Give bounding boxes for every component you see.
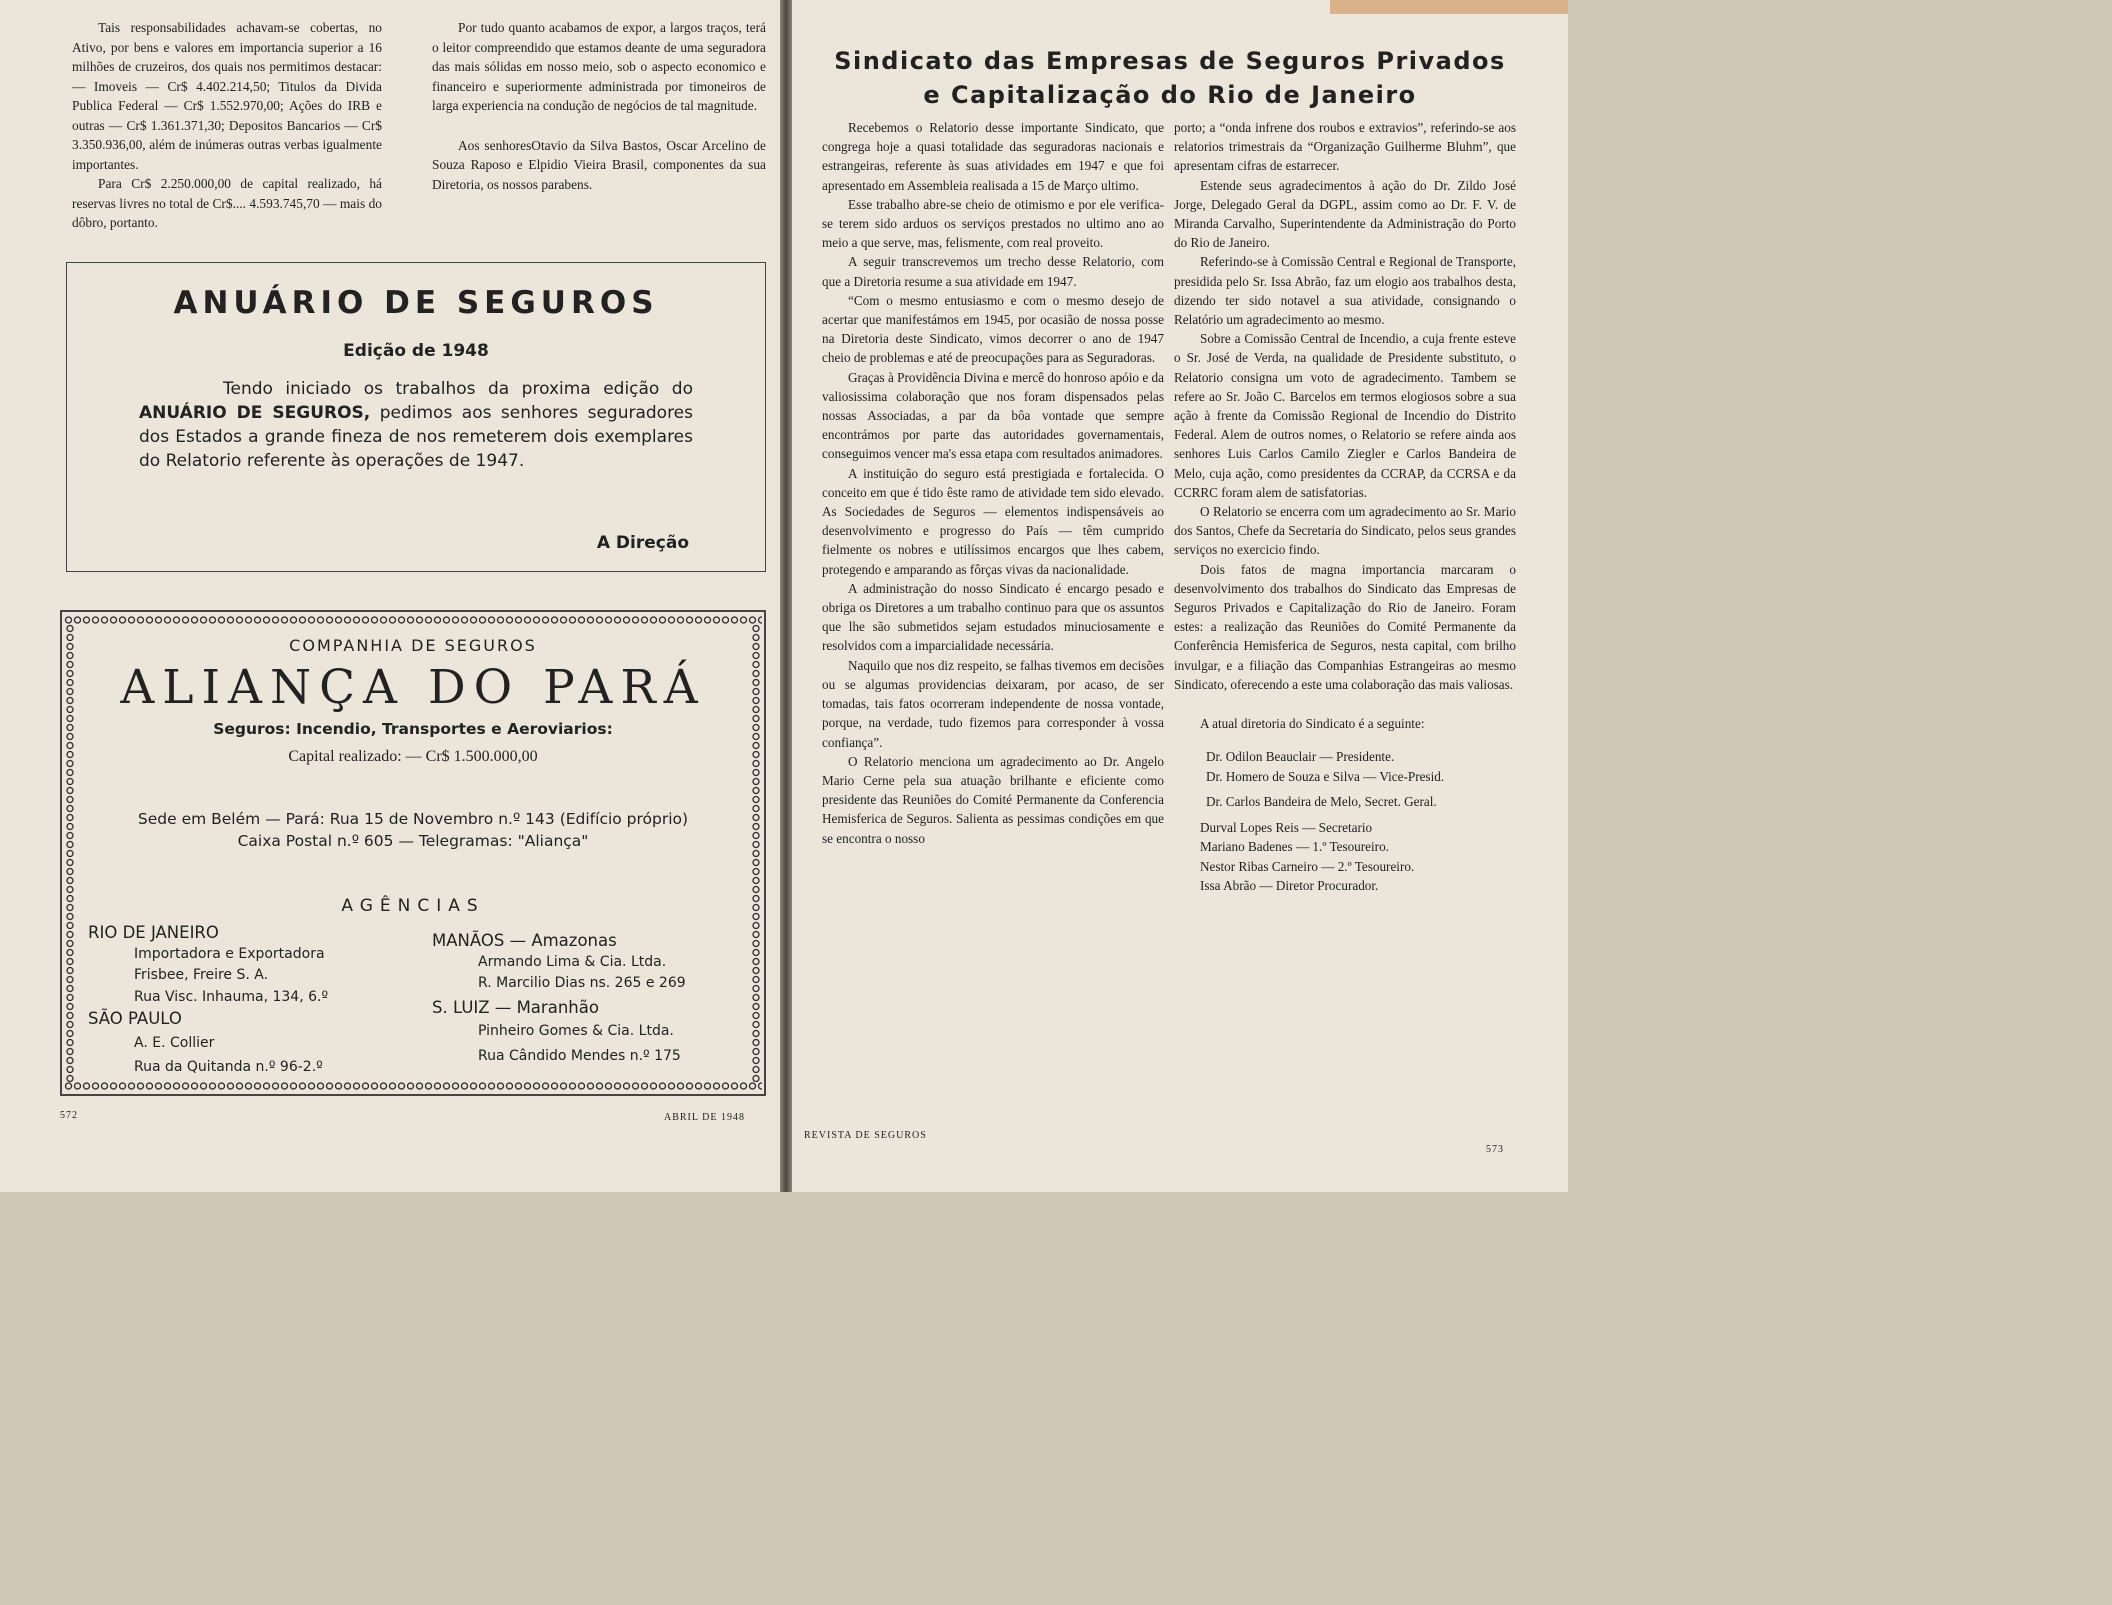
paragraph: O Relatorio se encerra com um agradecimento ao Sr. Mario dos Santos, Chefe da Secretaria do Sindicato, pelos seus grandes serviços no exercicio findo.	[1174, 504, 1516, 558]
page-number-left: 572	[60, 1110, 78, 1121]
ad-subtitle: Seguros: Incendio, Transportes e Aeroviarios:	[213, 720, 613, 738]
paragraph: O Relatorio menciona um agradecimento ao Dr. Angelo Mario Cerne pela sua atuação brilhante e eficiente como presidente das Reuniões do Comité Permanente da Conferencia Hemisferica de Seguros. Salienta as pessimas condições em que se encontra o nosso	[822, 753, 1164, 846]
diretoria-list	[1174, 747, 1516, 896]
agency-line: Rua da Quitanda n.º 96-2.º	[134, 1059, 323, 1075]
anuario-body-pre: Tendo iniciado os trabalhos da proxima edição do	[223, 379, 693, 399]
chain-border-bottom	[64, 1080, 762, 1092]
ad-company-line: COMPANHIA DE SEGUROS	[289, 636, 537, 655]
anuario-signature: A Direção	[596, 533, 689, 553]
article-title	[812, 44, 1528, 112]
chain-border-left	[64, 624, 76, 1082]
diretoria-member: Dr. Odilon Beauclair — Presidente.	[1206, 749, 1395, 765]
ad-sede-line-1: Sede em Belém — Pará: Rua 15 de Novembro n.º 143 (Edifício próprio)	[137, 810, 689, 828]
diretoria-member: Durval Lopes Reis — Secretario	[1200, 819, 1373, 835]
paragraph: porto; a “onda infrene dos roubos e extravios”, referindo-se aos relatorios trimestrais da “Organização Guilherme Bluhm”, que apresentam cifras de estarrecer.	[1174, 120, 1516, 174]
anuario-edition: Edição de 1948	[343, 341, 489, 361]
agencies-left	[88, 922, 408, 1079]
paragraph: Aos senhoresOtavio da Silva Bastos, Oscar Arcelino de Souza Raposo e Elpidio Vieira Brasil, componentes da sua Diretoria, os nossos parabens.	[432, 137, 766, 192]
ad-address	[62, 808, 764, 852]
article-title-line-2: e Capitalização do Rio de Janeiro	[923, 81, 1417, 109]
diretoria-member: Issa Abrão — Diretor Procurador.	[1200, 878, 1379, 894]
diretoria-member: Dr. Homero de Souza e Silva — Vice-Presid.	[1206, 768, 1445, 784]
agency-city: S. LUIZ — Maranhão	[432, 997, 599, 1017]
left-column-2	[432, 18, 766, 194]
paragraph: Tais responsabilidades achavam-se cobertas, no Ativo, por bens e valores em importancia superior a 16 milhões de cruzeiros, dos quais nos permitimos destacar: — Imoveis — Cr$ 4.402.214,50; Titulos da Divida Publica Federal — Cr$ 1.552.970,00; Ações do IRB e outras — Cr$ 1.361.371,30; Depositos Bancarios — Cr$ 3.350.936,00, além de inúmeras outras verbas igualmente importantes.	[72, 20, 382, 172]
right-column-2	[1174, 118, 1516, 896]
paragraph: Graças à Providência Divina e mercê do honroso apóio e da valiosissima colaboração que nos foram dispensados pelas nossas Associadas, a par da bôa vontade que sempre encontrámos por parte das autoridades governamentais, conseguimos vencer ma's essa etapa com resultados animadores.	[822, 369, 1164, 462]
diretoria-intro: A atual diretoria do Sindicato é a seguinte:	[1200, 716, 1425, 732]
footer-date: ABRIL DE 1948	[664, 1112, 745, 1123]
article-title-line-1: Sindicato das Empresas de Seguros Privados	[834, 47, 1506, 75]
paragraph: Para Cr$ 2.250.000,00 de capital realizado, há reservas livres no total de Cr$.... 4.593.745,70 — mais do dôbro, portanto.	[72, 176, 382, 230]
agency-city: SÃO PAULO	[88, 1009, 182, 1028]
page-edge-strip	[1330, 0, 1568, 14]
alianca-ad-box	[60, 610, 766, 1096]
paragraph: Sobre a Comissão Central de Incendio, a cuja frente esteve o Sr. José de Verda, na qualidade de Presidente substituto, o Relatorio consigna um voto de agradecimento. Tambem se refere ao Sr. João C. Barcelos em termos elogiosos sobre a sua ação à frente da Comissão Regional de Incendio do Distrito Federal. Alem de outros nomes, o Relatorio se refere ainda aos senhores Luis Carlos Camilo Ziegler e Carlos Bandeira de Melo, cuja ação, como presidentes da CCRAP, da CCRSA e da CCRRC foram alem de satisfatorias.	[1174, 331, 1516, 500]
anuario-body-bold: ANUÁRIO DE SEGUROS,	[139, 403, 371, 423]
paragraph: Dois fatos de magna importancia marcaram o desenvolvimento dos trabalhos do Sindicato das Empresas de Seguros Privados e Capitalização do Rio de Janeiro. Foram estes: a realização das Reuniões do Comité Permanente da Conferência Hemisferica de Seguros, nesta capital, com brilho invulgar, e a filiação das Companhias Estrangeiras ao mesmo Sindicato, oferecendo a este uma colaboração das mais valiosas.	[1174, 561, 1516, 692]
agency-line: A. E. Collier	[134, 1034, 215, 1051]
right-page	[792, 0, 1568, 1192]
paragraph: Referindo-se à Comissão Central e Regional de Transporte, presidida pelo Sr. Issa Abrão, faz um elogio aos trabalhos desta, dizendo ter sido notavel a sua atividade, consignando o Relatório um agradecimento ao mesmo.	[1174, 254, 1516, 328]
right-column-1	[822, 118, 1164, 848]
paragraph: A seguir transcrevemos um trecho desse Relatorio, com que a Diretoria resume a sua atividade em 1947.	[822, 254, 1164, 289]
paragraph: Naquilo que nos diz respeito, se falhas tivemos em decisões ou se algumas providencias deixaram, por acaso, de ser tomadas, tais fatos ocorreram independente de nossa vontade, porque, na verdade, tudo fizemos para corresponder à vossa confiança”.	[822, 657, 1164, 750]
footer-title: REVISTA DE SEGUROS	[804, 1130, 927, 1141]
left-column-1	[72, 18, 382, 233]
agency-line: Frisbee, Freire S. A.	[134, 967, 269, 983]
ad-capital: Capital realizado: — Cr$ 1.500.000,00	[288, 748, 538, 765]
left-page	[0, 0, 780, 1192]
ad-sede-line-2: Caixa Postal n.º 605 — Telegramas: "Aliança"	[237, 832, 589, 850]
binding-gutter	[780, 0, 792, 1192]
page-number-right: 573	[1486, 1144, 1504, 1155]
paragraph: Estende seus agradecimentos à ação do Dr. Zildo José Jorge, Delegado Geral da DGPL, assim como ao Dr. F. V. de Miranda Carvalho, Superintendente da Administração do Porto do Rio de Janeiro.	[1174, 177, 1516, 251]
paragraph: Esse trabalho abre-se cheio de otimismo e por ele verifica-se terem sido arduos os serviços prestados no ultimo ano ao meio a que serve, mas, felismente, com real proveito.	[822, 196, 1164, 251]
agency-line: Importadora e Exportadora	[134, 945, 325, 962]
paragraph: Recebemos o Relatorio desse importante Sindicato, que congrega hoje a quasi totalidade das seguradoras nacionais e estrangeiras, referente às suas atividades em 1947 e que foi apresentado em Assembleia realisada a 15 de Março ultimo.	[822, 120, 1164, 193]
chain-border-top	[64, 614, 762, 626]
agency-city: MANÃOS — Amazonas	[432, 931, 617, 950]
diretoria-member: Mariano Badenes — 1.º Tesoureiro.	[1200, 839, 1389, 855]
agency-line: Rua Visc. Inhauma, 134, 6.º	[134, 988, 329, 1005]
agency-line: R. Marcilio Dias ns. 265 e 269	[478, 975, 686, 991]
paragraph: A instituição do seguro está prestigiada e fortalecida. O conceito em que é tido êste ramo de atividade tem sido elevado. As Sociedades de Seguros — elementos indispensáveis ao desenvolvimento e progresso do País — têm cumprido fielmente os nobres e utilíssimos encargos que lhes cabem, protegendo e amparando as fôrças vivas da nacionalidade.	[822, 465, 1164, 577]
ad-company-name: ALIANÇA DO PARÁ	[120, 660, 706, 715]
anuario-body-post: pedimos aos senhores seguradores dos Estados a grande fineza de nos remeterem dois exemplares do Relatorio referente às operações de 1947.	[139, 403, 694, 471]
ad-agencias-label: AGÊNCIAS	[341, 896, 485, 916]
paragraph: A administração do nosso Sindicato é encargo pesado e obriga os Diretores a um trabalho continuo para que os assuntos que lhe são submetidos sejam estudados minuciosamente e resolvidos com a imparcialidade necessária.	[822, 580, 1164, 654]
anuario-title: ANUÁRIO DE SEGUROS	[173, 285, 659, 321]
agency-city: RIO DE JANEIRO	[88, 923, 219, 942]
diretoria-member: Dr. Carlos Bandeira de Melo, Secret. Geral.	[1206, 794, 1437, 810]
agencies-right	[432, 930, 752, 1067]
anuario-notice-box	[66, 262, 766, 572]
agency-line: Armando Lima & Cia. Ltda.	[478, 953, 667, 970]
anuario-body	[139, 377, 693, 473]
paragraph: “Com o mesmo entusiasmo e com o mesmo desejo de acertar que manifestámos em 1945, por ocasião de nossa posse na Diretoria deste Sindicato, vimos decorrer o ano de 1947 cheio de problemas e até de preocupações para as Seguradoras.	[822, 292, 1164, 366]
paragraph: Por tudo quanto acabamos de expor, a largos traços, terá o leitor compreendido que estamos deante de uma seguradora das mais sólidas em nosso meio, sob o aspecto economico e financeiro e superiormente administrada por timoneiros de larga experiencia na condução de negócios de tal magnitude.	[432, 20, 766, 113]
diretoria-member: Nestor Ribas Carneiro — 2.º Tesoureiro.	[1200, 858, 1415, 874]
agency-line: Rua Cândido Mendes n.º 175	[478, 1047, 681, 1064]
agency-line: Pinheiro Gomes & Cia. Ltda.	[478, 1023, 674, 1039]
